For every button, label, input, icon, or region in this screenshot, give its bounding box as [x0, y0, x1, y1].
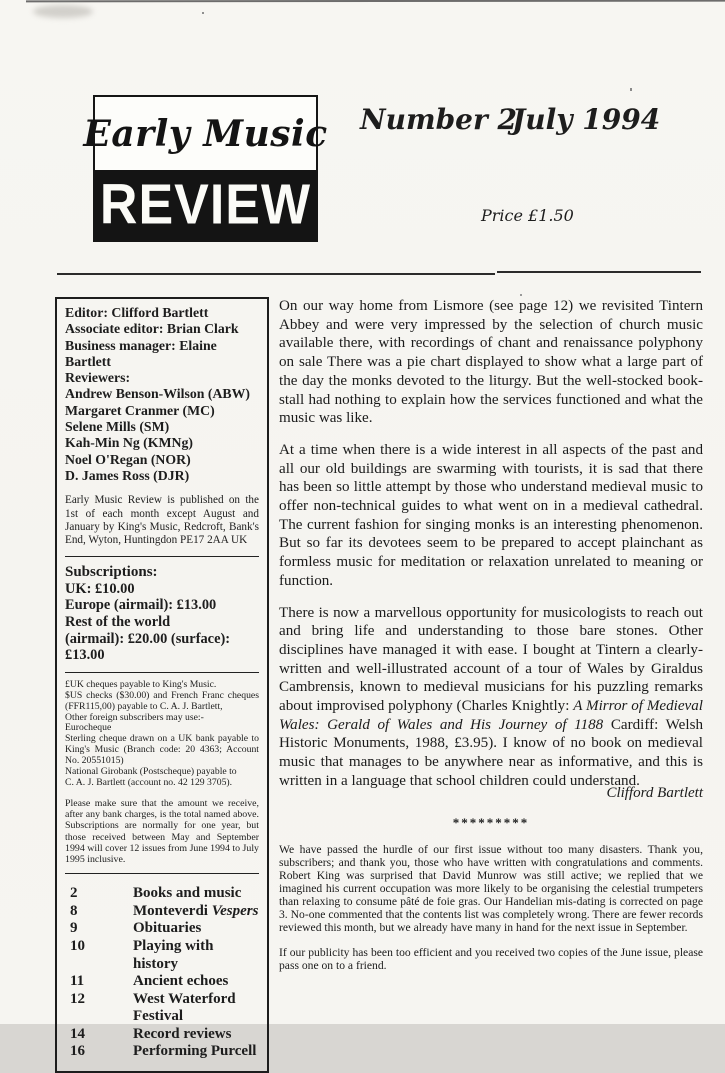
contents-row	[65, 973, 259, 991]
issue-date-label: July 1994	[512, 103, 661, 136]
contents-title: Obituaries	[133, 920, 202, 937]
contents-page-number: 11	[70, 973, 85, 990]
reviewer-line: Andrew Benson-Wilson (ABW)	[65, 386, 251, 402]
masthead-review-block	[95, 170, 316, 240]
subscriptions-heading: Subscriptions:	[65, 563, 158, 580]
contents-title: Monteverdi Vespers	[133, 902, 259, 919]
reviewer-line: Selene Mills (SM)	[65, 419, 170, 435]
payment-note-line: Eurocheque	[65, 722, 112, 734]
payment-note-line: $US checks ($30.00) and French Franc cheques (FFR115,00) payable to C. A. J. Bartlett,	[65, 689, 259, 712]
editor-signature: Clifford Bartlett	[606, 784, 703, 801]
scan-speck	[202, 12, 204, 14]
editorial-column	[279, 297, 703, 983]
section-divider	[65, 873, 259, 874]
info-box	[55, 297, 269, 1073]
contents-title: Books and music	[133, 885, 242, 902]
reviewers-heading: Reviewers:	[65, 370, 131, 386]
contents-page-number: 12	[70, 990, 85, 1007]
editorial-paragraph-2: At a time when there is a wide interest in all aspects of the past and all our old buildings are swarming with tourists, it is sad that there has been so little attempt by those who understand medieval music to offer non-technical guides to what went on in a medieval cathedral. The current fashion for singing monks is an interesting phenomenon. But so far its devotees seem to be prepared to accept plainchant as formless music for meditation or relaxation unrelated to meaning or function.	[279, 441, 703, 589]
contents-title: Record reviews	[133, 1025, 232, 1042]
book-title-italic: A Mirror of Medieval Wales: Gerald of Wales and His Journey of 1188	[279, 698, 703, 733]
contents-title: Performing Purcell	[133, 1043, 257, 1060]
scan-speck	[630, 88, 632, 91]
contents-row	[65, 920, 259, 938]
header-rule-left	[57, 273, 495, 275]
section-divider	[65, 556, 259, 557]
editorial-paragraph-4: We have passed the hurdle of our first issue without too many disasters. Thank you, subscribers; and thank you, those who have written with congratulations and comments. Robert King was surprised that David Munrow was still active; we replied that we imagined his current occupation was more likely to be organising the celestial trumpeters than relaxing to consume pâté de foie gras. Our Handelian mis-dating is corrected on page 3. No-one commented that the contents list was completely wrong. There are fewer records reviewed this month, but we already have many in hand for the next issue in September.	[279, 842, 703, 935]
publication-note: Early Music Review is published on the 1st of each month except August and January by King's Music, Redcroft, Bank's End, Wyton, Huntingdon PE17 2AA UK	[65, 494, 259, 547]
asterisk-separator: *********	[452, 814, 530, 830]
issue-number-label: Number 2	[360, 103, 517, 136]
staff-line-editor: Editor: Clifford Bartlett	[65, 305, 209, 320]
payment-note-line: Sterling cheque drawn on a UK bank payable to King's Music (Branch code: 20 4363; Account No. 20551015)	[65, 733, 259, 767]
contents-row	[65, 1026, 259, 1044]
payment-note-line: £UK cheques payable to King's Music.	[65, 678, 217, 690]
contents-row	[65, 885, 259, 903]
contents-list	[65, 883, 259, 1063]
reviewer-line: D. James Ross (DJR)	[65, 467, 190, 483]
scan-edge-artifact	[26, 0, 725, 2]
editorial-paragraph-1: On our way home from Lismore (see page 12) we revisited Tintern Abbey and were very impressed by the selection of church music available there, with recordings of chant and renaissance polyphony on sale There was a pie chart displayed to show what a large part of the day the monks devoted to the liturgy. But the well-stocked book-stall had nothing to explain how the services functioned and what the music was like.	[279, 298, 703, 427]
price-label: Price £1.50	[481, 206, 574, 225]
contents-row	[65, 1043, 259, 1061]
payment-note-line: Other foreign subscribers may use:-	[65, 711, 204, 723]
masthead-review-title: REVIEW	[99, 173, 312, 237]
section-divider	[65, 672, 259, 673]
contents-row	[65, 903, 259, 921]
payment-notes	[65, 680, 259, 789]
paragraph-text: There is now a marvellous opportunity for musicologists to reach out and bring life and understanding to those bare stones. Other disciplines have managed it with ease. I bought at Tintern a clearly-written and well-illustrated account of a tour of Wales by Giraldus Cambrensis, known to medieval musicians for his puzzling remarks about improvised polyphony (Charles Knightly:	[279, 604, 703, 715]
contents-title: Ancient echoes	[133, 973, 229, 990]
contents-title: West Waterford Festival	[133, 990, 236, 1025]
contents-page-number: 14	[70, 1025, 85, 1042]
masthead-script-title: Early Music	[83, 112, 328, 155]
scan-smudge-artifact	[33, 5, 93, 18]
contents-page-number: 8	[70, 902, 78, 919]
editorial-paragraph-5: If our publicity has been too efficient and you received two copies of the June issue, please pass one on to a friend.	[279, 945, 703, 972]
subscription-line-europe: Europe (airmail): £13.00	[65, 597, 217, 614]
reviewer-line: Noel O'Regan (NOR)	[65, 451, 191, 467]
masthead-logo-box	[83, 95, 328, 242]
renewal-note: Please make sure that the amount we receive, after any bank charges, is the total named above. Subscriptions are normally for one year, but those received between May and September 1994 will cover 12 issues from June 1994 to July 1995 inclusive.	[65, 797, 259, 865]
scan-speck	[520, 294, 522, 296]
contents-title: Playing with history	[133, 937, 214, 972]
contents-page-number: 10	[70, 937, 85, 954]
staff-line-associate-editor: Associate editor: Brian Clark	[65, 321, 239, 337]
reviewer-line: Margaret Cranmer (MC)	[65, 402, 215, 418]
contents-row	[65, 938, 259, 973]
subscriptions-section	[65, 563, 259, 664]
editorial-paragraph-3	[279, 604, 703, 791]
subscription-line-world-rates: (airmail): £20.00 (surface): £13.00	[65, 630, 231, 664]
subscription-line-uk: UK: £10.00	[65, 580, 135, 597]
reviewer-line: Kah-Min Ng (KMNg)	[65, 435, 193, 451]
paragraph-text: Cardiff: Welsh Historic Monuments, 1988, £3.95). I know of no book on medieval music that manages to be anywhere near as informative, and this is written in a language that school children could understand.	[279, 716, 703, 789]
payment-note-line: C. A. J. Bartlett (account no. 42 129 3705).	[65, 777, 233, 789]
payment-note-line: National Girobank (Postscheque) payable to	[65, 766, 237, 778]
subscription-line-world: Rest of the world	[65, 614, 171, 631]
contents-page-number: 16	[70, 1043, 85, 1060]
contents-row	[65, 991, 259, 1026]
staff-list	[65, 305, 259, 484]
contents-page-number: 2	[70, 885, 78, 902]
header-rule-right	[497, 271, 701, 273]
staff-line-business-manager: Business manager: Elaine Bartlett	[65, 337, 217, 369]
contents-page-number: 9	[70, 920, 78, 937]
